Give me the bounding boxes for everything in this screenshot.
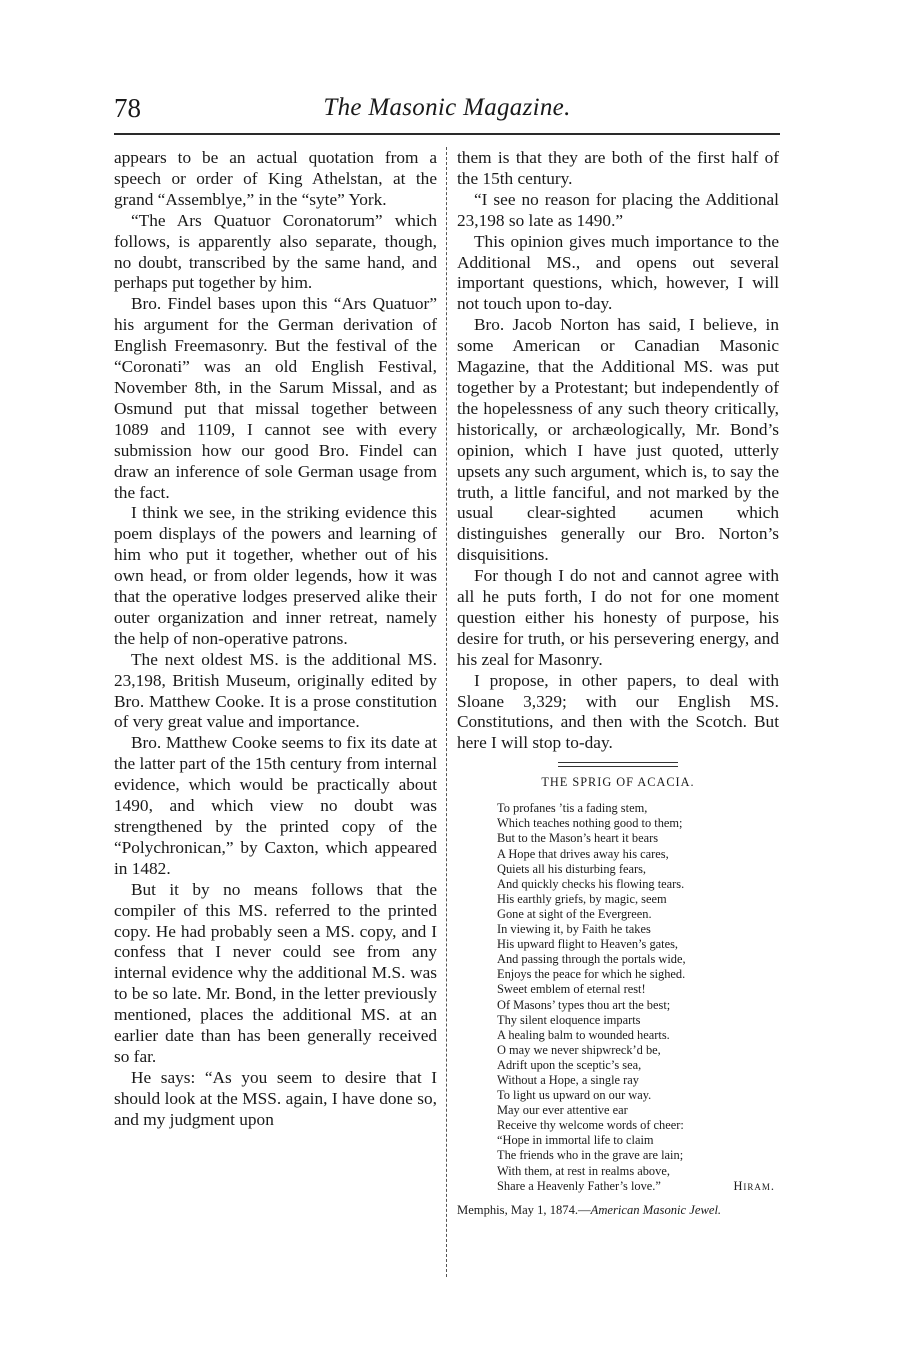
paragraph: I propose, in other papers, to deal with Sloane 3,329; with our English MS. Constitutions, and then with the Scotch. But here I will stop to-day. xyxy=(457,670,779,753)
poem-line: And quickly checks his flowing tears. xyxy=(497,876,685,891)
poem-line: A healing balm to wounded hearts. xyxy=(497,1027,670,1042)
poem-source xyxy=(457,1200,779,1221)
poem-title: THE SPRIG OF ACACIA. xyxy=(541,775,695,790)
poem-line: Gone at sight of the Evergreen. xyxy=(497,906,652,921)
poem-line: O may we never shipwreck’d be, xyxy=(497,1042,661,1057)
paragraph: This opinion gives much importance to the Additional MS., and opens out several important questions, which, however, I will not touch upon to-day. xyxy=(457,231,779,314)
poem-line: A Hope that drives away his cares, xyxy=(497,846,669,861)
poem-line: His upward flight to Heaven’s gates, xyxy=(497,937,679,952)
paragraph: them is that they are both of the first half of the 15th century. xyxy=(457,148,779,188)
poem-lines xyxy=(497,801,779,1178)
poem-line: Without a Hope, a single ray xyxy=(497,1072,639,1087)
poem-line: Of Masons’ types thou art the best; xyxy=(497,997,671,1012)
poem-line: But to the Mason’s heart it bears xyxy=(497,831,659,846)
poem-line: Enjoys the peace for which he sighed. xyxy=(497,967,686,982)
poem xyxy=(497,801,779,1193)
poem-separator-rule xyxy=(558,762,678,767)
poem-line: The friends who in the grave are lain; xyxy=(497,1148,684,1163)
paragraph: Bro. Matthew Cooke seems to fix its date at the latter part of the 15th century from internal evidence, which would be practically about 1490, and which view no doubt was strengthened by the printed copy of the “Polychronican,” by Caxton, which appeared in 1482. xyxy=(114,733,437,878)
poem-source-publication: American Masonic Jewel. xyxy=(590,1202,722,1217)
paragraph: “The Ars Quatuor Coronatorum” which follows, is apparently also separate, though, no doubt, transcribed by the same hand, and perhaps put together by him. xyxy=(114,210,437,293)
poem-line: To profanes ’tis a fading stem, xyxy=(497,801,648,816)
poem-line: To light us upward on our way. xyxy=(497,1088,652,1103)
paragraph: The next oldest MS. is the additional MS. 23,198, British Museum, originally edited by Bro. Matthew Cooke. It is a prose constitution of very great value and importance. xyxy=(114,649,437,732)
poem-line: Receive thy welcome words of cheer: xyxy=(497,1118,684,1133)
paragraph: I think we see, in the striking evidence this poem displays of the powers and learning of him who put it together, whether out of his own head, or from older legends, how it was that the operative lodges preserved alike their outer organization and inner retreat, namely the help of non-operative patrons. xyxy=(114,503,437,648)
poem-line: Quiets all his disturbing fears, xyxy=(497,861,647,876)
paragraph: Bro. Jacob Norton has said, I believe, in some American or Canadian Masonic Magazine, that the Additional MS. was put together by a Protestant; but independently of the hopelessness of any such theory critically, historically, or archæologically, Mr. Bond’s opinion, which I have just quoted, utterly upsets any such argument, which is, to say the truth, a little fanciful, and not marked by the usual clear-sighted acumen which distinguishes generally our Bro. Norton’s disquisitions. xyxy=(457,315,779,565)
left-column xyxy=(114,148,437,1131)
right-column xyxy=(457,148,779,1221)
poem-line: Which teaches nothing good to them; xyxy=(497,816,683,831)
page-header xyxy=(114,92,780,130)
page-number: 78 xyxy=(114,93,141,123)
poem-line: With them, at rest in realms above, xyxy=(497,1163,670,1178)
poem-line: And passing through the portals wide, xyxy=(497,952,686,967)
running-title: The Masonic Magazine. xyxy=(323,94,571,121)
paragraph: appears to be an actual quotation from a speech or order of King Athelstan, at the grand “Assemblye,” in the “syte” York. xyxy=(114,148,437,209)
poem-line: In viewing it, by Faith he takes xyxy=(497,922,651,937)
poem-line: Sweet emblem of eternal rest! xyxy=(497,982,646,997)
poem-author: Hiram. xyxy=(733,1178,775,1193)
poem-line: His earthly griefs, by magic, seem xyxy=(497,891,667,906)
poem-line: Adrift upon the sceptic’s sea, xyxy=(497,1057,642,1072)
header-rule xyxy=(114,133,780,135)
poem-source-place-date: Memphis, May 1, 1874.— xyxy=(457,1202,591,1217)
paragraph: Bro. Findel bases upon this “Ars Quatuor” his argument for the German derivation of English Freemasonry. But the festival of the “Coronati” was an old English Festival, November 8th, in the Sarum Missal, and as Osmund put that missal together between 1089 and 1109, I cannot see with every submission how our good Bro. Findel can draw an inference of sole German usage from the fact. xyxy=(114,294,437,502)
paragraph: For though I do not and cannot agree with all he puts forth, I do not for one moment question either his honesty of purpose, his desire for truth, or his persevering energy, and his zeal for Masonry. xyxy=(457,566,779,669)
poem-line: “Hope in immortal life to claim xyxy=(497,1133,654,1148)
poem-line: Thy silent eloquence imparts xyxy=(497,1012,641,1027)
paragraph: But it by no means follows that the compiler of this MS. referred to the printed copy. He had probably seen a MS. copy, and I confess that I never could see from any internal evidence why the additional M.S. was to be so late. Mr. Bond, in the letter previously mentioned, places the additional MS. at an earlier date than has been generally received so far. xyxy=(114,879,437,1066)
poem-signature-line xyxy=(497,1179,775,1194)
paragraph: He says: “As you seem to desire that I should look at the MSS. again, I have done so, and my judgment upon xyxy=(114,1067,437,1129)
poem-last-line: Share a Heavenly Father’s love.” xyxy=(497,1178,661,1193)
poem-line: May our ever attentive ear xyxy=(497,1103,628,1118)
column-divider xyxy=(446,147,447,1277)
paragraph: “I see no reason for placing the Additional 23,198 so late as 1490.” xyxy=(457,189,779,230)
right-column-paragraphs xyxy=(457,148,779,754)
